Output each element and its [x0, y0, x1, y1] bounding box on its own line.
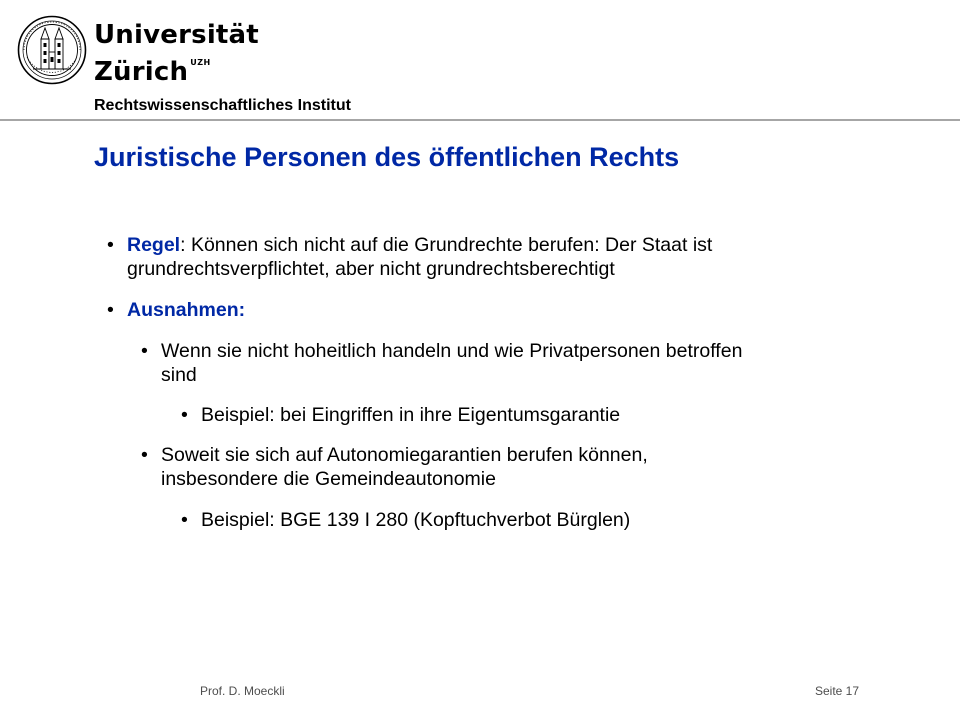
- rule-text-2: grundrechtsverpflichtet, aber nicht grundrechtsberechtigt: [127, 258, 615, 280]
- exception-item-1-line1: Wenn sie nicht hoheitlich handeln und wie Privatpersonen betroffen: [161, 340, 743, 362]
- header-divider: [0, 119, 960, 121]
- exception-item-1: [141, 339, 743, 387]
- slide-title: Juristische Personen des öffentlichen Rechts: [94, 142, 680, 172]
- bullet-marker: •: [107, 299, 114, 321]
- footer-page-number: Seite 17: [815, 684, 860, 698]
- bullet-marker: •: [181, 404, 188, 426]
- rule-text-1: : Können sich nicht auf die Grundrechte berufen: Der Staat ist: [180, 234, 713, 256]
- university-name-line1: Universität: [94, 20, 259, 50]
- bullet-marker: •: [141, 444, 148, 466]
- exception-item-2-line1: Soweit sie sich auf Autonomiegarantien berufen können,: [161, 444, 648, 466]
- university-name-line2: [94, 49, 259, 86]
- rule-line1: [127, 233, 712, 257]
- exception-item-2-line2: insbesondere die Gemeindeautonomie: [161, 468, 496, 490]
- bullet-marker: •: [181, 509, 188, 531]
- institute-name: Rechtswissenschaftliches Institut: [94, 97, 351, 114]
- exception-item-2-example-text: Beispiel: BGE 139 I 280 (Kopftuchverbot Bürglen): [201, 509, 631, 531]
- rule-term: Regel: [127, 234, 181, 256]
- footer-author: Prof. D. Moeckli: [200, 684, 285, 698]
- university-abbreviation: UZH: [190, 58, 211, 67]
- bullet-exceptions: [107, 298, 246, 322]
- university-wordmark: [94, 22, 259, 86]
- exception-item-2: [141, 443, 648, 491]
- exception-item-1-line2: sind: [161, 364, 197, 386]
- exception-item-1-example-text: Beispiel: bei Eingriffen in ihre Eigentumsgarantie: [201, 404, 621, 426]
- bullet-marker: •: [141, 340, 148, 362]
- university-city: Zürich: [94, 57, 189, 87]
- bullet-marker: •: [107, 234, 114, 256]
- bullet-rule: [107, 233, 713, 281]
- university-seal-icon: [17, 15, 87, 85]
- exception-item-2-example: [181, 508, 631, 532]
- exception-item-1-example: [181, 403, 621, 427]
- exceptions-term: Ausnahmen:: [127, 299, 246, 321]
